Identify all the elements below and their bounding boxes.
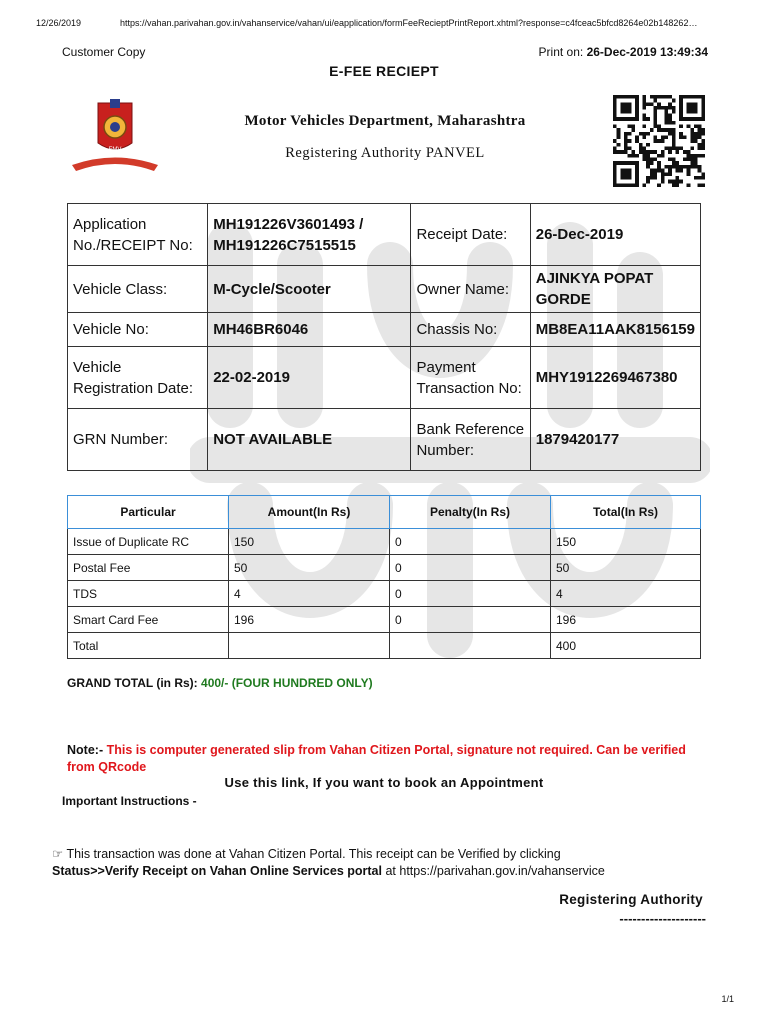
info-label: Application No./RECEIPT No: xyxy=(68,204,208,266)
fee-header-cell: Total(In Rs) xyxy=(551,496,701,529)
fee-header-cell: Amount(In Rs) xyxy=(229,496,390,529)
fee-cell: 0 xyxy=(390,555,551,581)
grand-total-value: 400/- (FOUR HUNDRED ONLY) xyxy=(201,676,373,690)
fee-cell: Smart Card Fee xyxy=(68,607,229,633)
transaction-text: This transaction was done at Vahan Citizen Portal. This receipt can be Verified by clicking xyxy=(66,847,561,861)
fee-cell: 196 xyxy=(229,607,390,633)
fee-header-cell: Penalty(In Rs) xyxy=(390,496,551,529)
info-row xyxy=(68,409,701,471)
fee-cell: Postal Fee xyxy=(68,555,229,581)
grand-total xyxy=(67,676,373,690)
fee-cell xyxy=(390,633,551,659)
info-row xyxy=(68,313,701,347)
maharashtra-emblem-logo xyxy=(70,95,160,175)
print-on xyxy=(539,45,708,59)
appointment-link[interactable]: Use this link, If you want to book an Appointment xyxy=(224,775,544,790)
info-value: MH46BR6046 xyxy=(208,313,411,347)
info-value: M-Cycle/Scooter xyxy=(208,266,411,313)
info-label: Vehicle No: xyxy=(68,313,208,347)
info-label: GRN Number: xyxy=(68,409,208,471)
note-label: Note:- xyxy=(67,743,104,757)
fee-cell: 4 xyxy=(551,581,701,607)
fee-row xyxy=(68,607,701,633)
info-row xyxy=(68,266,701,313)
note-text: This is computer generated slip from Vahan Citizen Portal, signature not required. Can be verified from QRcode xyxy=(67,743,686,774)
print-on-label: Print on: xyxy=(538,45,584,59)
fee-row xyxy=(68,633,701,659)
vehicle-info-table xyxy=(67,203,701,471)
fee-header-cell: Particular xyxy=(68,496,229,529)
info-value: MHY1912269467380 xyxy=(530,347,700,409)
info-value: 1879420177 xyxy=(530,409,700,471)
info-value: 22-02-2019 xyxy=(208,347,411,409)
fee-cell: 0 xyxy=(390,529,551,555)
page-title: E-FEE RECIEPT xyxy=(329,63,439,79)
info-label: Receipt Date: xyxy=(411,204,530,266)
print-on-value: 26-Dec-2019 13:49:34 xyxy=(586,45,708,59)
fee-cell: 50 xyxy=(229,555,390,581)
verify-path: Status>>Verify Receipt on Vahan Online Services portal xyxy=(52,864,382,878)
fee-cell: 150 xyxy=(229,529,390,555)
fee-cell: 150 xyxy=(551,529,701,555)
fee-cell: 4 xyxy=(229,581,390,607)
info-value: MB8EA11AAK8156159 xyxy=(530,313,700,347)
fee-cell: 50 xyxy=(551,555,701,581)
important-instructions: Important Instructions - xyxy=(62,794,197,808)
signature-label: Registering Authority xyxy=(559,892,703,907)
fee-row xyxy=(68,555,701,581)
fee-cell: 400 xyxy=(551,633,701,659)
copy-label: Customer Copy xyxy=(62,45,146,59)
fee-cell: TDS xyxy=(68,581,229,607)
info-value: NOT AVAILABLE xyxy=(208,409,411,471)
info-label: Payment Transaction No: xyxy=(411,347,530,409)
grand-total-label: GRAND TOTAL (in Rs): xyxy=(67,676,198,690)
verify-url[interactable]: at https://parivahan.gov.in/vahanservice xyxy=(385,864,605,878)
fee-cell xyxy=(229,633,390,659)
info-label: Owner Name: xyxy=(411,266,530,313)
info-value: MH191226V3601493 / MH191226C7515515 xyxy=(208,204,411,266)
info-label: Vehicle Registration Date: xyxy=(68,347,208,409)
verification-info xyxy=(52,846,605,880)
info-label: Bank Reference Number: xyxy=(411,409,530,471)
svg-text:FMV: FMV xyxy=(108,147,122,153)
pointing-hand-icon: ☞ xyxy=(52,847,64,861)
info-label: Vehicle Class: xyxy=(68,266,208,313)
fee-row xyxy=(68,529,701,555)
fee-table xyxy=(67,495,701,659)
fee-cell: 0 xyxy=(390,581,551,607)
info-value: 26-Dec-2019 xyxy=(530,204,700,266)
fee-cell: Issue of Duplicate RC xyxy=(68,529,229,555)
fee-cell: 196 xyxy=(551,607,701,633)
note xyxy=(67,742,707,776)
fee-cell: Total xyxy=(68,633,229,659)
qr-code[interactable] xyxy=(610,95,708,187)
info-row xyxy=(68,204,701,266)
fee-row xyxy=(68,581,701,607)
info-label: Chassis No: xyxy=(411,313,530,347)
registering-authority: Registering Authority PANVEL xyxy=(285,145,485,161)
department-name: Motor Vehicles Department, Maharashtra xyxy=(244,113,526,129)
page-number: 1/1 xyxy=(721,994,734,1004)
print-date: 12/26/2019 xyxy=(36,18,82,28)
signature-line: -------------------- xyxy=(619,911,706,926)
fee-cell: 0 xyxy=(390,607,551,633)
info-row xyxy=(68,347,701,409)
info-value: AJINKYA POPAT GORDE xyxy=(530,266,700,313)
print-url: https://vahan.parivahan.gov.in/vahanservice/vahan/ui/eapplication/formFeeRecieptPrintReport.xhtml?response=c4fceac5bfcd8264e02b148262… xyxy=(120,18,698,28)
